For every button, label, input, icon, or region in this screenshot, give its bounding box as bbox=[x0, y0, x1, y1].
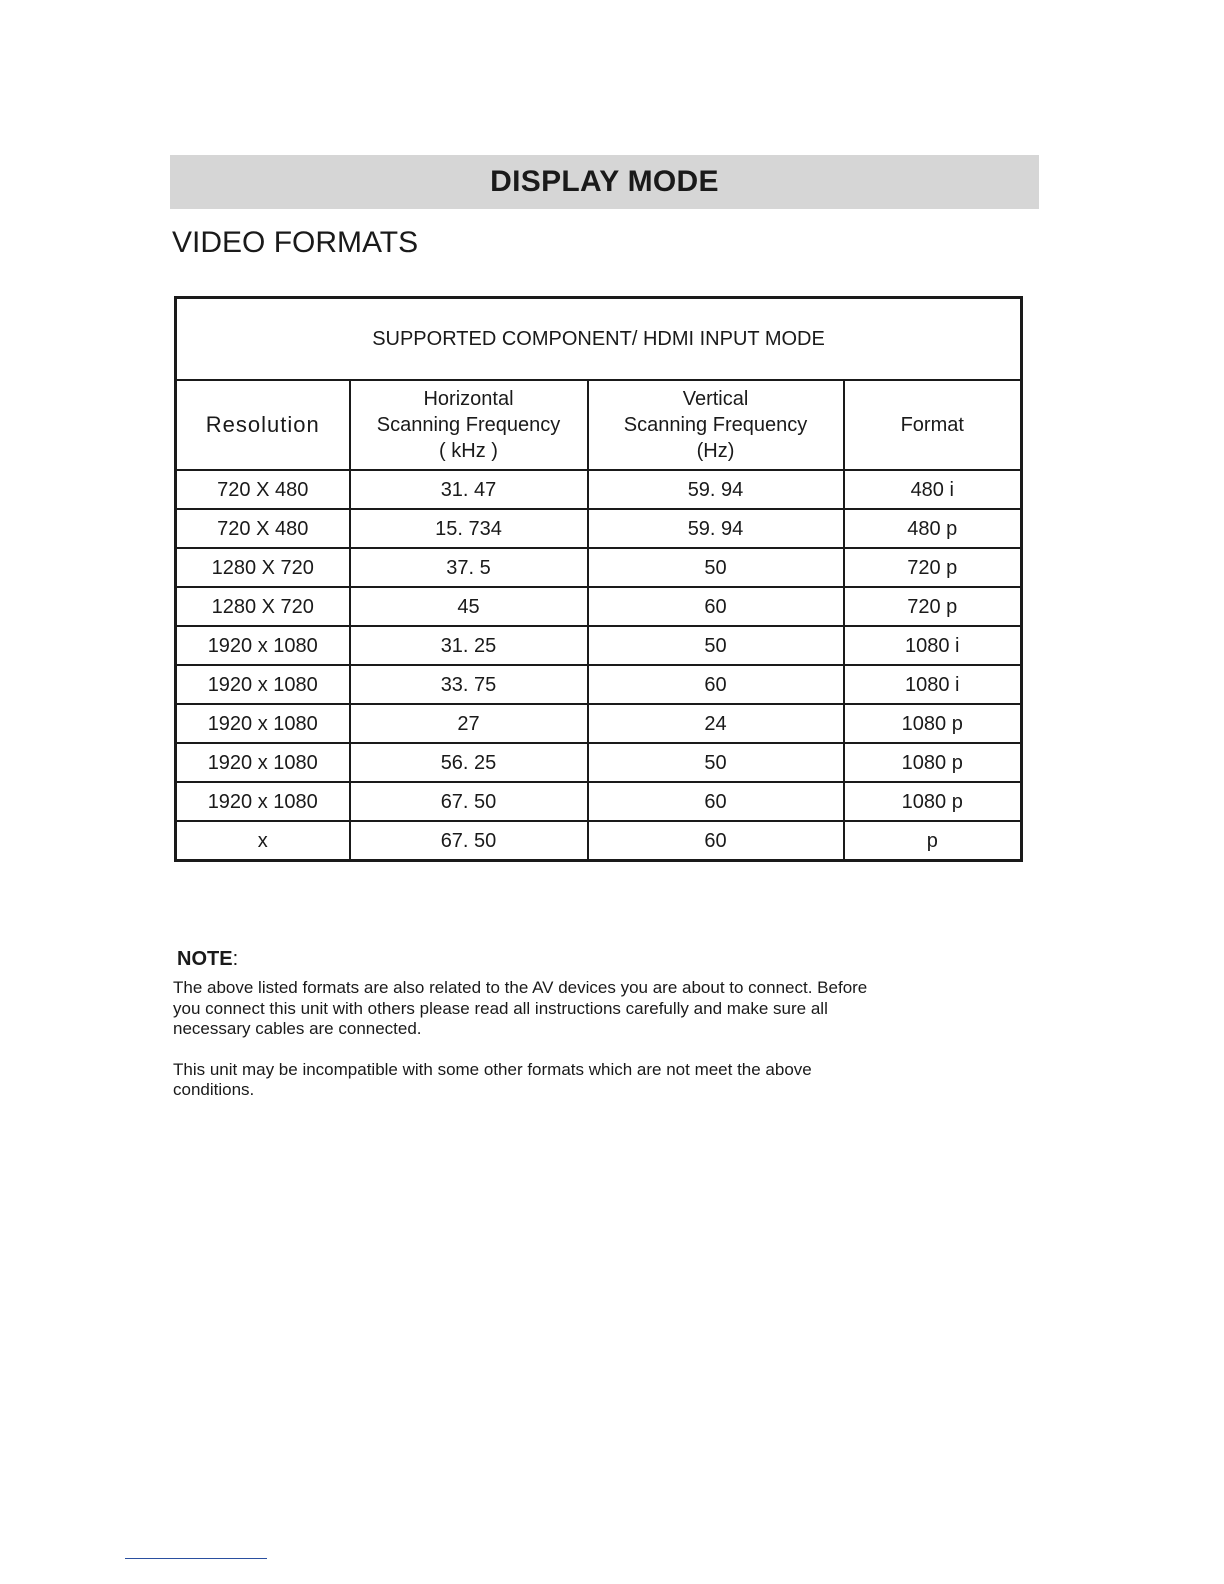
note-paragraph: The above listed formats are also related to the AV devices you are about to connect. Before you connect this unit with others please read all instructions carefully and make sure all necessary cables are connected. bbox=[173, 978, 868, 1038]
cell-vertical-frequency: 60 bbox=[588, 665, 844, 704]
cell-resolution: 1280 X 720 bbox=[176, 548, 350, 587]
header-resolution: Resolution bbox=[176, 380, 350, 470]
cell-vertical-frequency: 60 bbox=[588, 821, 844, 861]
note-label: NOTE bbox=[177, 948, 233, 970]
cell-vertical-frequency: 24 bbox=[588, 704, 844, 743]
header-horizontal-frequency bbox=[350, 380, 588, 470]
cell-horizontal-frequency: 31. 25 bbox=[350, 626, 588, 665]
cell-vertical-frequency: 60 bbox=[588, 587, 844, 626]
header-vertical-line-3: (Hz) bbox=[696, 440, 735, 462]
table-row bbox=[176, 665, 1022, 704]
header-vertical-line-1: Vertical bbox=[682, 388, 749, 410]
note-paragraph: This unit may be incompatible with some other formats which are not meet the above conditions. bbox=[173, 1059, 812, 1099]
cell-horizontal-frequency: 67. 50 bbox=[350, 782, 588, 821]
cell-format: 1080 i bbox=[844, 665, 1022, 704]
cell-horizontal-frequency: 37. 5 bbox=[350, 548, 588, 587]
cell-horizontal-frequency: 67. 50 bbox=[350, 821, 588, 861]
cell-horizontal-frequency: 56. 25 bbox=[350, 743, 588, 782]
cell-horizontal-frequency: 33. 75 bbox=[350, 665, 588, 704]
table-row bbox=[176, 704, 1022, 743]
table-header-row bbox=[176, 380, 1022, 470]
table-row bbox=[176, 548, 1022, 587]
footer-rule bbox=[125, 1558, 267, 1559]
cell-format: 1080 p bbox=[844, 704, 1022, 743]
cell-resolution: x bbox=[176, 821, 350, 861]
cell-format: 720 p bbox=[844, 548, 1022, 587]
cell-resolution: 1920 x 1080 bbox=[176, 704, 350, 743]
cell-format: 720 p bbox=[844, 587, 1022, 626]
table-row bbox=[176, 743, 1022, 782]
cell-vertical-frequency: 50 bbox=[588, 626, 844, 665]
cell-resolution: 720 X 480 bbox=[176, 470, 350, 509]
cell-vertical-frequency: 59. 94 bbox=[588, 470, 844, 509]
cell-format: p bbox=[844, 821, 1022, 861]
table-title-row bbox=[176, 298, 1022, 381]
display-mode-banner bbox=[170, 155, 1039, 209]
header-horizontal-line-2: Scanning Frequency bbox=[376, 414, 561, 436]
cell-format: 1080 p bbox=[844, 743, 1022, 782]
table-row bbox=[176, 470, 1022, 509]
table-row bbox=[176, 821, 1022, 861]
cell-format: 480 p bbox=[844, 509, 1022, 548]
cell-vertical-frequency: 59. 94 bbox=[588, 509, 844, 548]
cell-format: 480 i bbox=[844, 470, 1022, 509]
input-mode-table bbox=[174, 296, 1023, 862]
cell-resolution: 1920 x 1080 bbox=[176, 782, 350, 821]
header-vertical-line-2: Scanning Frequency bbox=[623, 414, 808, 436]
note-heading bbox=[177, 948, 238, 971]
table-row bbox=[176, 782, 1022, 821]
note-colon: : bbox=[232, 948, 239, 970]
banner-title: DISPLAY MODE bbox=[490, 165, 719, 198]
table-row bbox=[176, 509, 1022, 548]
cell-horizontal-frequency: 27 bbox=[350, 704, 588, 743]
cell-horizontal-frequency: 45 bbox=[350, 587, 588, 626]
cell-format: 1080 i bbox=[844, 626, 1022, 665]
cell-vertical-frequency: 50 bbox=[588, 743, 844, 782]
table-row bbox=[176, 626, 1022, 665]
header-vertical-frequency bbox=[588, 380, 844, 470]
cell-resolution: 720 X 480 bbox=[176, 509, 350, 548]
cell-resolution: 1280 X 720 bbox=[176, 587, 350, 626]
cell-resolution: 1920 x 1080 bbox=[176, 626, 350, 665]
header-format: Format bbox=[844, 380, 1022, 470]
header-horizontal-line-1: Horizontal bbox=[423, 388, 514, 410]
cell-horizontal-frequency: 15. 734 bbox=[350, 509, 588, 548]
cell-vertical-frequency: 60 bbox=[588, 782, 844, 821]
cell-horizontal-frequency: 31. 47 bbox=[350, 470, 588, 509]
header-horizontal-line-3: ( kHz ) bbox=[439, 440, 498, 462]
cell-vertical-frequency: 50 bbox=[588, 548, 844, 587]
cell-resolution: 1920 x 1080 bbox=[176, 743, 350, 782]
table-row bbox=[176, 587, 1022, 626]
section-title: VIDEO FORMATS bbox=[172, 226, 419, 259]
cell-resolution: 1920 x 1080 bbox=[176, 665, 350, 704]
note-body bbox=[173, 978, 893, 1121]
table-title: SUPPORTED COMPONENT/ HDMI INPUT MODE bbox=[176, 298, 1022, 381]
cell-format: 1080 p bbox=[844, 782, 1022, 821]
